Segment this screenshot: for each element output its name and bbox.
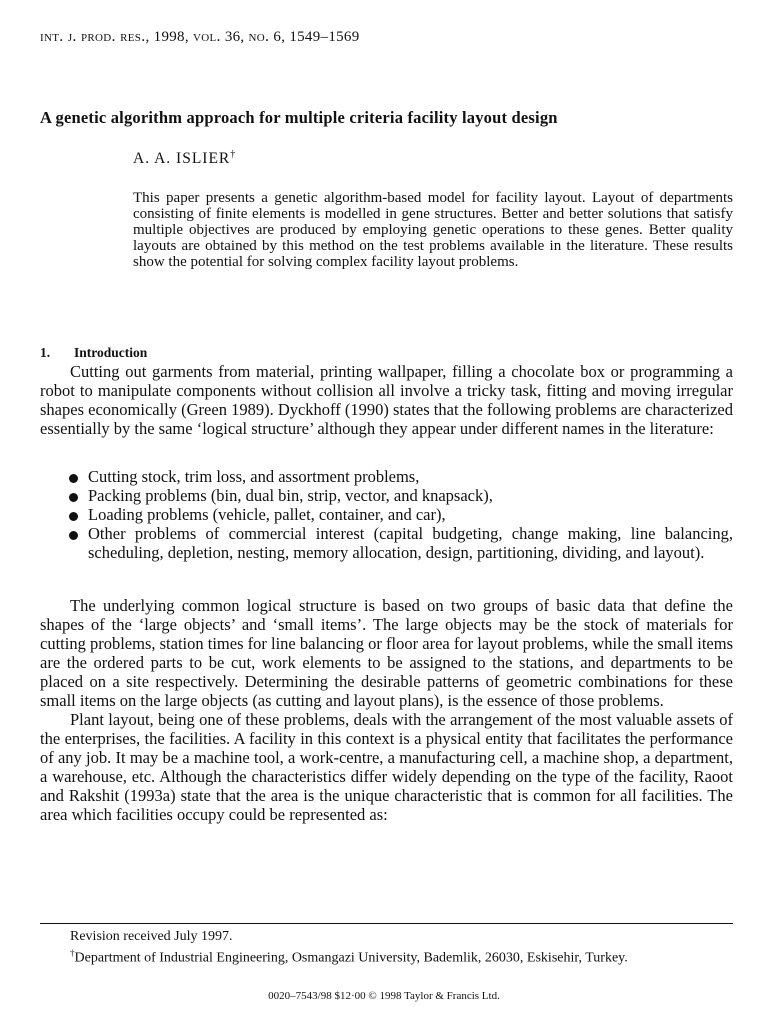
paper-title: A genetic algorithm approach for multiple criteria facility layout design — [40, 108, 558, 127]
section-title: Introduction — [74, 345, 148, 360]
footnote-mark: † — [70, 948, 75, 958]
footnote-divider — [40, 923, 733, 924]
list-item: Loading problems (vehicle, pallet, container, and car), — [40, 505, 733, 524]
section-heading — [40, 345, 147, 361]
intro-text — [40, 362, 733, 438]
author-line — [133, 149, 235, 168]
affiliation-text: Department of Industrial Engineering, Osmangazi University, Bademlik, 26030, Eskisehir, Turkey. — [74, 950, 628, 966]
journal-year: 1998, — [153, 29, 189, 45]
page-range: 1549–1569 — [289, 29, 360, 45]
bullet-icon — [69, 474, 78, 483]
paragraph: Cutting out garments from material, printing wallpaper, filling a chocolate box or programming a robot to manipulate components without collision all involve a tricky task, fitting and moving irregular shapes economically (Green 1989). Dyckhoff (1990) states that the following problems are characterized essentially by the same ‘logical structure’ although they appear under different names in the literature: — [40, 362, 733, 438]
author-name: A. A. ISLIER — [133, 150, 231, 168]
list-item: Cutting stock, trim loss, and assortment problems, — [40, 467, 733, 486]
problem-list — [40, 467, 733, 562]
author-footnote-mark: † — [230, 149, 236, 160]
paragraph: The underlying common logical structure is based on two groups of basic data that define the shapes of the ‘large objects’ and ‘small items’. The large objects may be the stock of materials for cutting problems, station times for line balancing or floor area for layout problems, while the small items are the ordered parts to be cut, work elements to be assigned to the stations, and departments to be placed on a site respectively. Determining the desirable patterns of geometric combinations for these small items on the large objects (as cutting and layout plans), is the essence of those problems. — [40, 596, 733, 710]
revision-note: Revision received July 1997. — [70, 929, 233, 944]
issue-label: no. — [248, 28, 270, 45]
bullet-icon — [69, 512, 78, 521]
abstract: This paper presents a genetic algorithm-based model for facility layout. Layout of departments consisting of finite elements is modelled in gene structures. Better and better solutions that satisfy multiple objectives are produced by employing genetic operations to these genes. Better quality layouts are obtained by this method on the test problems available in the literature. These results show the potential for solving complex facility layout problems. — [133, 190, 733, 270]
volume-number: 36, — [224, 29, 245, 45]
list-item: Packing problems (bin, dual bin, strip, vector, and knapsack), — [40, 486, 733, 505]
bullet-icon — [69, 531, 78, 540]
list-item: Other problems of commercial interest (capital budgeting, change making, line balancing, scheduling, depletion, nesting, memory allocation, design, partitioning, dividing, and layout). — [40, 524, 733, 562]
running-header: int. j. prod. res., 1998, vol. 36, no. 6, 1549–1569 — [40, 28, 360, 45]
affiliation-note — [40, 945, 733, 967]
journal-name: int. j. prod. res. — [40, 28, 146, 45]
footnotes — [40, 929, 733, 967]
body-text — [40, 596, 733, 824]
bullet-icon — [69, 493, 78, 502]
volume-label: vol. — [192, 28, 221, 45]
paragraph: Plant layout, being one of these problems, deals with the arrangement of the most valuable assets of the enterprises, the facilities. A facility in this context is a physical entity that facilitates the performance of any job. It may be a machine tool, a work-centre, a manufacturing cell, a machine shop, a department, a warehouse, etc. Although the characteristics differ widely depending on the type of the facility, Raoot and Rakshit (1993a) state that the area is the unique characteristic that is common for all facilities. The area which facilities occupy could be represented as: — [40, 710, 733, 824]
issue-number: 6, — [273, 29, 286, 45]
copyright-imprint: 0020–7543/98 $12·00 © 1998 Taylor & Francis Ltd. — [268, 990, 500, 1002]
section-number: 1. — [40, 345, 51, 360]
